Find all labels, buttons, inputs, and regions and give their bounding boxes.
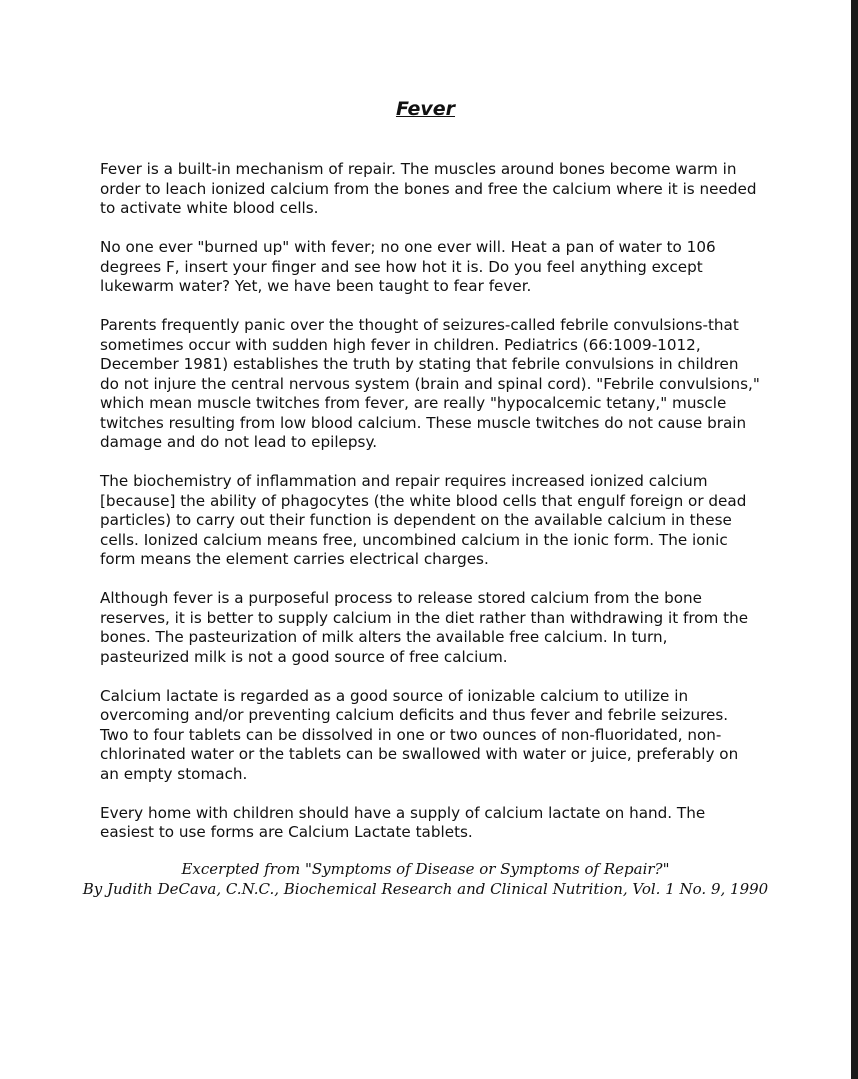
paragraph-6: Calcium lactate is regarded as a good source of ionizable calcium to utilize in overcoming and/or preventing calcium deficits and thus fever and febrile seizures. Two to four tablets can be dissolved in one or two ounces of non-fluoridated, non-chlorinated water or the tablets can be swallowed with water or juice, preferably on an empty stomach. [100, 686, 739, 783]
article-body [100, 160, 760, 862]
citation-author: By Judith DeCava, C.N.C., Biochemical Research and Clinical Nutrition, Vol. 1 No. 9, 1990 [82, 879, 769, 898]
page-title: Fever [395, 98, 456, 120]
paragraph-7: Every home with children should have a supply of calcium lactate on hand. The easiest to use forms are Calcium Lactate tablets. [100, 803, 706, 841]
paragraph-3: Parents frequently panic over the thought of seizures-called febrile convulsions-that sometimes occur with sudden high fever in children. Pediatrics (66:1009-1012, December 1981) establishes the truth by stating that febrile convulsions in children do not injure the central nervous system (brain and spinal cord). "Febrile convulsions," which mean muscle twitches from fever, are really "hypocalcemic tetany," muscle twitches resulting from low blood calcium. These muscle twitches do not cause brain damage and do not lead to epilepsy. [100, 316, 760, 451]
citation-source: Excerpted from "Symptoms of Disease or Symptoms of Repair?" [181, 860, 670, 878]
paragraph-5: Although fever is a purposeful process to release stored calcium from the bone reserves, it is better to supply calcium in the diet rather than withdrawing it from the bones. The pasteurization of milk alters the available free calcium. In turn, pasteurized milk is not a good source of free calcium. [100, 589, 749, 666]
paragraph-2: No one ever "burned up" with fever; no one ever will. Heat a pan of water to 106 degrees F, insert your finger and see how hot it is. Do you feel anything except lukewarm water? Yet, we have been taught to fear fever. [100, 238, 716, 295]
paragraph-4: The biochemistry of inflammation and repair requires increased ionized calcium [because] the ability of phagocytes (the white blood cells that engulf foreign or dead particles) to carry out their function is dependent on the available calcium in these cells. Ionized calcium means free, uncombined calcium in the ionic form. The ionic form means the element carries electrical charges. [100, 472, 747, 568]
paragraph-1: Fever is a built-in mechanism of repair. The muscles around bones become warm in order to leach ionized calcium from the bones and free the calcium where it is needed to activate white blood cells. [100, 160, 757, 217]
citation [0, 860, 851, 899]
page-edge-border [851, 0, 858, 1079]
